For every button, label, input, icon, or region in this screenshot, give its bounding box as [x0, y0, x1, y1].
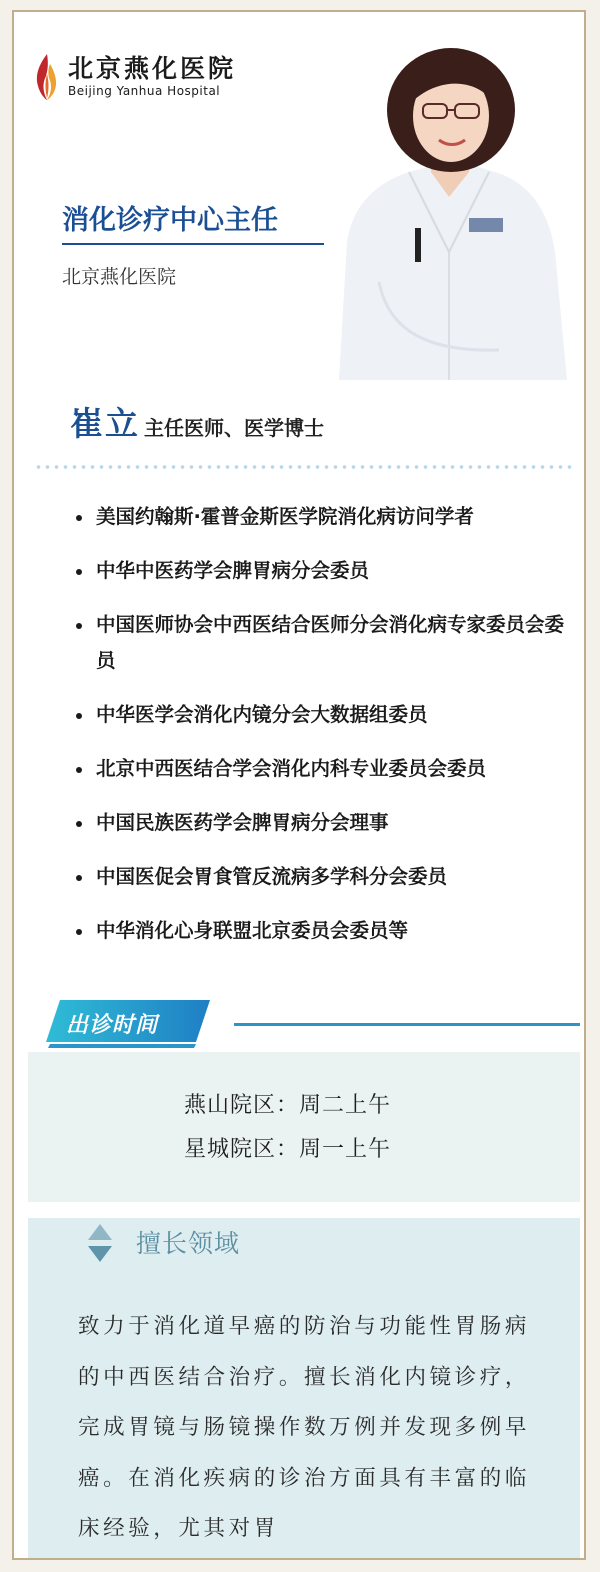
doctor-portrait	[319, 32, 579, 380]
schedule-row-xingcheng: 星城院区：周一上午	[184, 1137, 392, 1162]
credential-item: 中华医学会消化内镜分会大数据组委员	[70, 697, 580, 733]
hospital-logo	[34, 52, 236, 102]
credential-item: 美国约翰斯·霍普金斯医学院消化病访问学者	[70, 499, 580, 535]
logo-name-cn: 北京燕化医院	[68, 54, 237, 83]
doctor-titles: 主任医师、医学博士	[144, 416, 324, 440]
double-triangle-icon	[86, 1222, 114, 1266]
doctor-name: 崔立	[70, 404, 140, 443]
credential-item: 中国民族医药学会脾胃病分会理事	[70, 805, 580, 841]
doctor-name-row	[70, 398, 324, 445]
position-title: 消化诊疗中心主任	[62, 205, 278, 236]
schedule-label: 出诊时间	[66, 1013, 159, 1038]
specialty-label: 擅长领域	[136, 1229, 241, 1258]
logo-name-en: Beijing Yanhua Hospital	[68, 84, 221, 98]
credential-item: 中国医师协会中西医结合医师分会消化病专家委员会委员	[70, 607, 580, 679]
specialty-description: 致力于消化道早癌的防治与功能性胃肠病的中西医结合治疗。擅长消化内镜诊疗，完成胃镜与肠镜操作数万例并发现多例早癌。在消化疾病的诊治方面具有丰富的临床经验，尤其对胃	[78, 1314, 530, 1541]
credentials-list	[70, 499, 580, 967]
hospital-name: 北京燕化医院	[62, 266, 177, 288]
credential-item: 中华消化心身联盟北京委员会委员等	[70, 913, 580, 949]
credential-item: 中华中医药学会脾胃病分会委员	[70, 553, 580, 589]
flame-logo-icon	[34, 52, 60, 102]
credential-item: 中国医促会胃食管反流病多学科分会委员	[70, 859, 580, 895]
dotted-divider	[34, 464, 574, 470]
schedule-row-yanshan: 燕山院区：周二上午	[184, 1093, 392, 1118]
poster-frame	[12, 10, 586, 1560]
schedule-box	[28, 1052, 580, 1202]
title-underline	[62, 243, 324, 245]
schedule-divider-line	[234, 1023, 580, 1026]
credential-item: 北京中西医结合学会消化内科专业委员会委员	[70, 751, 580, 787]
